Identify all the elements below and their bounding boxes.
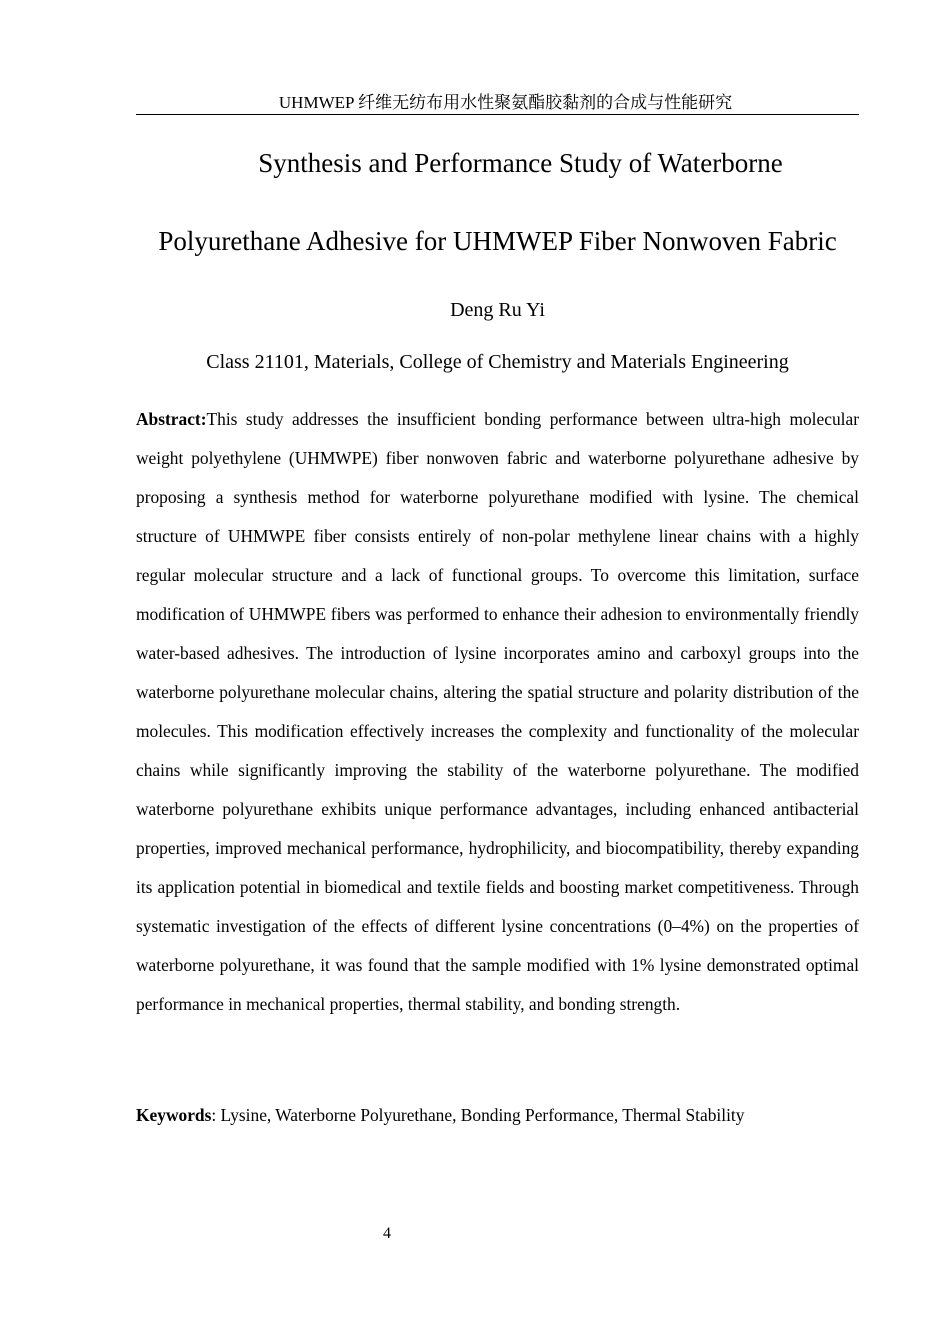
keywords-text: : Lysine, Waterborne Polyurethane, Bonding Performance, Thermal Stability — [211, 1105, 745, 1125]
author-affiliation: Class 21101, Materials, College of Chemistry and Materials Engineering — [206, 351, 789, 373]
keywords-paragraph — [136, 1102, 859, 1128]
keywords-label: Keywords — [136, 1105, 212, 1125]
page-number: 4 — [383, 1225, 391, 1242]
title-line-2: Polyurethane Adhesive for UHMWEP Fiber Nonwoven Fabric — [158, 226, 837, 256]
author-name: Deng Ru Yi — [450, 299, 545, 321]
running-header-text: UHMWEP 纤维无纺布用水性聚氨酯胶黏剂的合成与性能研究 — [278, 93, 733, 112]
abstract-text: This study addresses the insufficient bonding performance between ultra-high molecular weight polyethylene (UHMWPE) fiber nonwoven fabric and waterborne polyurethane adhesive by proposing a synthesis method for waterborne polyurethane modified with lysine. The chemical structure of UHMWPE fiber consists entirely of non-polar methylene linear chains with a highly regular molecular structure and a lack of functional groups. To overcome this limitation, surface modification of UHMWPE fibers was performed to enhance their adhesion to environmentally friendly water-based adhesives. The introduction of lysine incorporates amino and carboxyl groups into the waterborne polyurethane molecular chains, altering the spatial structure and polarity distribution of the molecules. This modification effectively increases the complexity and functionality of the molecular chains while significantly improving the stability of the waterborne polyurethane. The modified waterborne polyurethane exhibits unique performance advantages, including enhanced antibacterial properties, improved mechanical performance, hydrophilicity, and biocompatibility, thereby expanding its application potential in biomedical and textile fields and boosting market competitiveness. Through systematic investigation of the effects of different lysine concentrations (0–4%) on the properties of waterborne polyurethane, it was found that the sample modified with 1% lysine demonstrated optimal performance in mechanical properties, thermal stability, and bonding strength. — [136, 409, 859, 1014]
abstract-paragraph — [136, 400, 859, 1024]
title-line-1: Synthesis and Performance Study of Waterborne — [258, 148, 783, 178]
abstract-label: Abstract: — [136, 409, 207, 429]
running-header — [136, 92, 859, 115]
